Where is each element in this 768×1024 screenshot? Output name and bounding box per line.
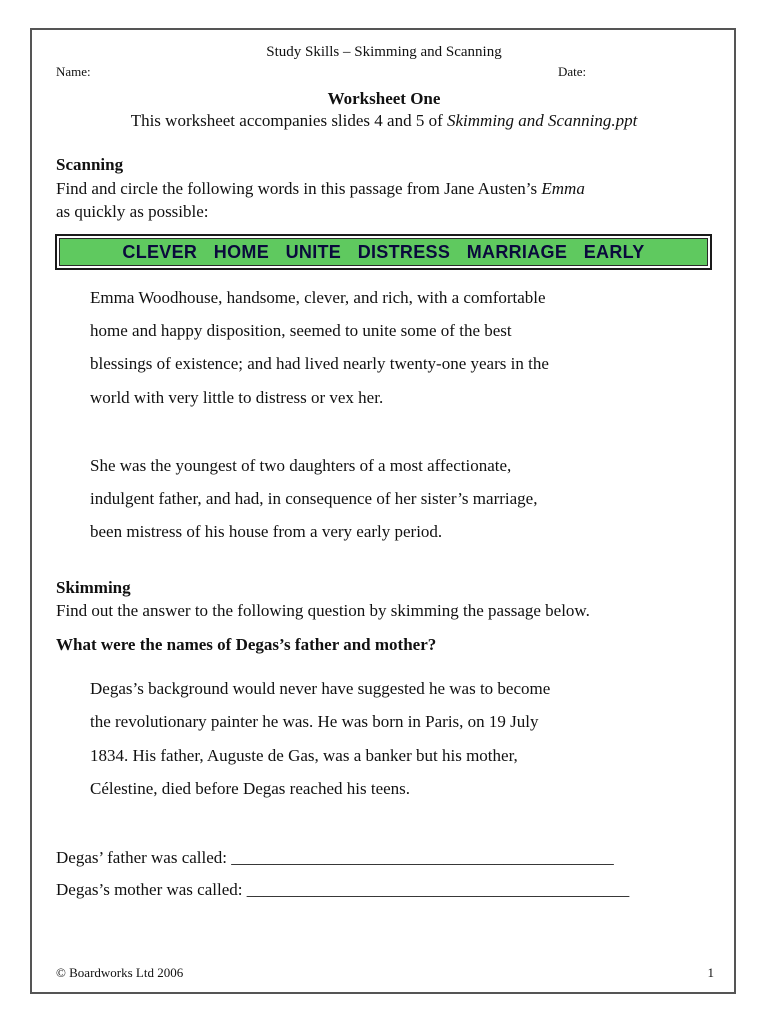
- footer-copyright: © Boardworks Ltd 2006: [56, 965, 184, 980]
- skimming-heading: Skimming: [56, 578, 131, 597]
- mother-answer-row: [56, 880, 629, 900]
- scanning-instruction-prefix: Find and circle the following words in this passage from Jane Austen’s: [56, 179, 542, 198]
- worksheet-subtitle: [0, 111, 768, 131]
- worksheet-subtitle-file: Skimming and Scanning.ppt: [447, 111, 638, 130]
- skimming-instruction: Find out the answer to the following question by skimming the passage below.: [56, 601, 590, 620]
- header-title: Study Skills – Skimming and Scanning: [266, 44, 502, 60]
- emma-passage-line-1: Emma Woodhouse, handsome, clever, and rich, with a comfortable: [90, 288, 546, 307]
- scanning-instruction-line1: [56, 179, 585, 199]
- scanning-instruction-line2: as quickly as possible:: [56, 202, 209, 221]
- father-prompt: Degas’ father was called:: [56, 848, 232, 867]
- degas-passage-line-4: Célestine, died before Degas reached his teens.: [90, 779, 411, 798]
- name-label: Name:: [56, 64, 91, 79]
- worksheet-title: Worksheet One: [327, 89, 441, 108]
- mother-answer-blank[interactable]: _____________________________________________: [246, 880, 630, 899]
- father-answer-blank[interactable]: _____________________________________________: [231, 848, 614, 867]
- degas-passage-line-3: 1834. His father, Auguste de Gas, was a banker but his mother,: [90, 746, 518, 765]
- degas-passage-line-2: the revolutionary painter he was. He was born in Paris, on 19 July: [90, 712, 539, 731]
- mother-prompt: Degas’s mother was called:: [56, 880, 247, 899]
- emma-passage-line-7: been mistress of his house from a very early period.: [90, 522, 443, 541]
- skimming-question: What were the names of Degas’s father and mother?: [56, 635, 437, 654]
- emma-passage-line-3: blessings of existence; and had lived nearly twenty-one years in the: [90, 354, 549, 373]
- scanning-instruction-title: Emma: [541, 179, 585, 198]
- page-number: 1: [707, 965, 714, 980]
- emma-passage-line-2: home and happy disposition, seemed to unite some of the best: [90, 321, 512, 340]
- emma-passage-line-6: indulgent father, and had, in consequence of her sister’s marriage,: [90, 489, 538, 508]
- keyword-text: CLEVER HOME UNITE DISTRESS MARRIAGE EARLY: [122, 241, 645, 262]
- scanning-heading: Scanning: [56, 155, 124, 174]
- emma-passage-line-5: She was the youngest of two daughters of a most affectionate,: [90, 456, 512, 475]
- father-answer-row: [56, 848, 614, 868]
- worksheet-subtitle-prefix: This worksheet accompanies slides 4 and 5 of: [130, 111, 447, 130]
- keyword-box: [55, 234, 712, 270]
- degas-passage-line-1: Degas’s background would never have suggested he was to become: [90, 679, 551, 698]
- emma-passage-line-4: world with very little to distress or vex her.: [90, 388, 384, 407]
- date-label: Date:: [558, 64, 587, 79]
- keyword-list: [59, 238, 708, 266]
